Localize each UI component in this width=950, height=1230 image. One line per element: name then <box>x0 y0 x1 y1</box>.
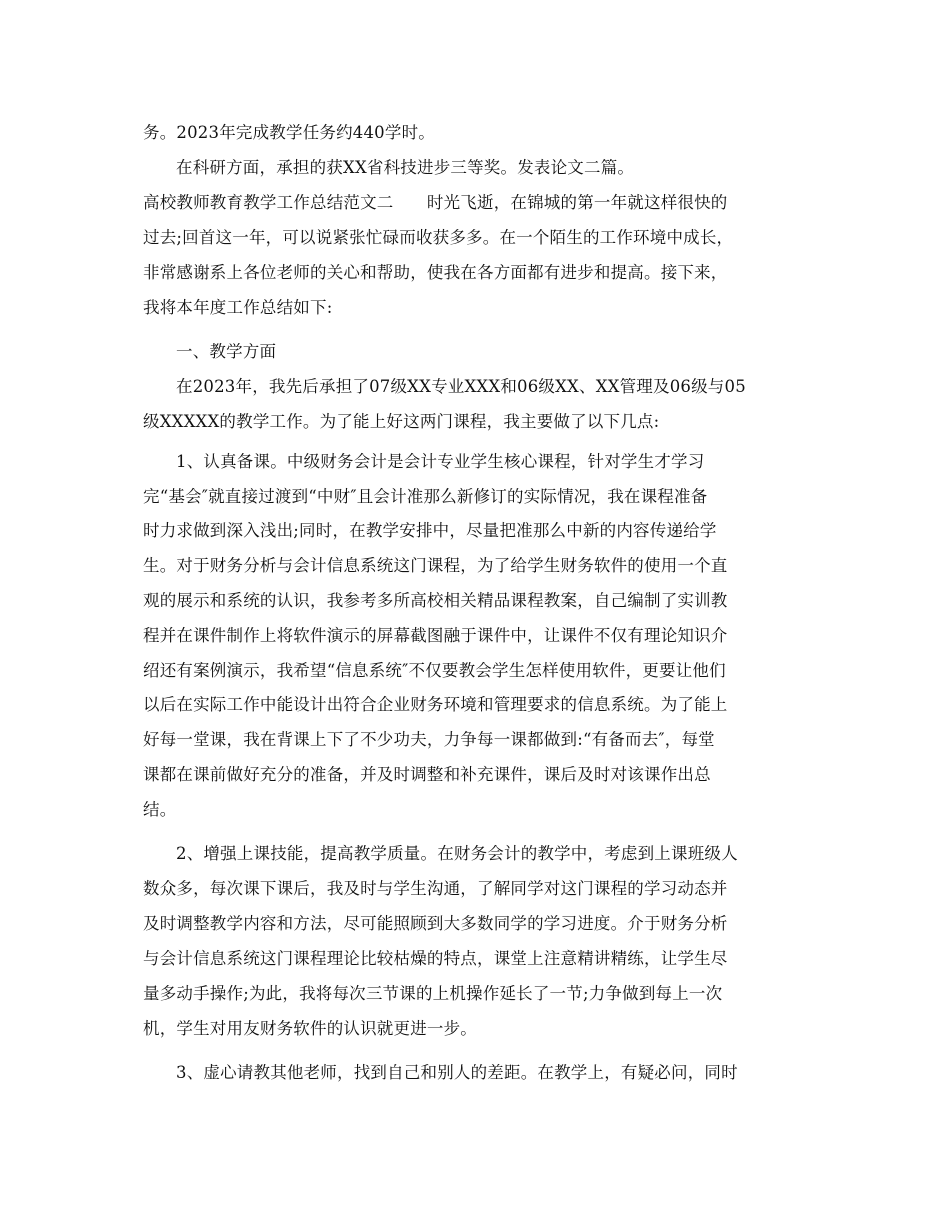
text-line: 在2023年，我先后承担了07级XX专业XXX和06级XX、XX管理及06级与05 <box>176 377 746 396</box>
text-line: 3、虚心请教其他老师，找到自己和别人的差距。在教学上，有疑必问，同时 <box>176 1063 738 1082</box>
text-line: 量多动手操作;为此，我将每次三节课的上机操作延长了一节;力争做到每上一次 <box>143 984 723 1003</box>
text-line: 数众多，每次课下课后，我及时与学生沟通，了解同学对这门课程的学习动态并 <box>143 879 728 898</box>
text-line: 以后在实际工作中能设计出符合企业财务环境和管理要求的信息系统。为了能上 <box>143 695 728 714</box>
text-line: 1、认真备课。中级财务会计是会计专业学生核心课程，针对学生才学习 <box>176 452 705 471</box>
text-line: 完“基会″就直接过渡到“中财″且会计准那么新修订的实际情况，我在课程准备 <box>143 487 708 506</box>
text-line: 过去;回首这一年，可以说紧张忙碌而收获多多。在一个陌生的工作环境中成长， <box>143 228 734 247</box>
text-line: 生。对于财务分析与会计信息系统这门课程，为了给学生财务软件的使用一个直 <box>143 556 728 575</box>
text-line: 高校教师教育教学工作总结范文二 时光飞逝，在锦城的第一年就这样很快的 <box>143 193 728 212</box>
section-heading: 一、教学方面 <box>176 342 277 361</box>
text-line: 时力求做到深入浅出;同时，在教学安排中，尽量把准那么中新的内容传递给学 <box>143 521 717 540</box>
text-line: 课都在课前做好充分的准备，并及时调整和补充课件，课后及时对该课作出总 <box>143 765 711 784</box>
text-line: 及时调整教学内容和方法，尽可能照顾到大多数同学的学习进度。介于财务分析 <box>143 914 728 933</box>
text-line: 观的展示和系统的认识，我参考多所高校相关精品课程教案，自己编制了实训教 <box>143 591 728 610</box>
text-line: 2、增强上课技能，提高教学质量。在财务会计的教学中，考虑到上课班级人 <box>176 844 738 863</box>
text-line: 程并在课件制作上将软件演示的屏幕截图融于课件中，让课件不仅有理论知识介 <box>143 626 728 645</box>
text-line: 非常感谢系上各位老师的关心和帮助，使我在各方面都有进步和提高。接下来， <box>143 263 728 282</box>
text-line: 在科研方面，承担的获XX省科技进步三等奖。发表论文二篇。 <box>176 158 635 177</box>
text-line: 级XXXXX的教学工作。为了能上好这两门课程，我主要做了以下几点: <box>143 412 660 431</box>
text-line: 结。 <box>143 800 177 819</box>
text-line: 机，学生对用友财务软件的认识就更进一步。 <box>143 1019 477 1038</box>
text-line: 我将本年度工作总结如下: <box>143 298 333 317</box>
text-line: 与会计信息系统这门课程理论比较枯燥的特点，课堂上注意精讲精练，让学生尽 <box>143 949 728 968</box>
text-line: 务。2023年完成教学任务约440学时。 <box>143 123 435 142</box>
text-line: 好每一堂课，我在背课上下了不少功夫，力争每一课都做到:“有备而去″，每堂 <box>143 730 715 749</box>
text-line: 绍还有案例演示，我希望“信息系统″不仅要教会学生怎样使用软件，更要让他们 <box>143 661 726 680</box>
